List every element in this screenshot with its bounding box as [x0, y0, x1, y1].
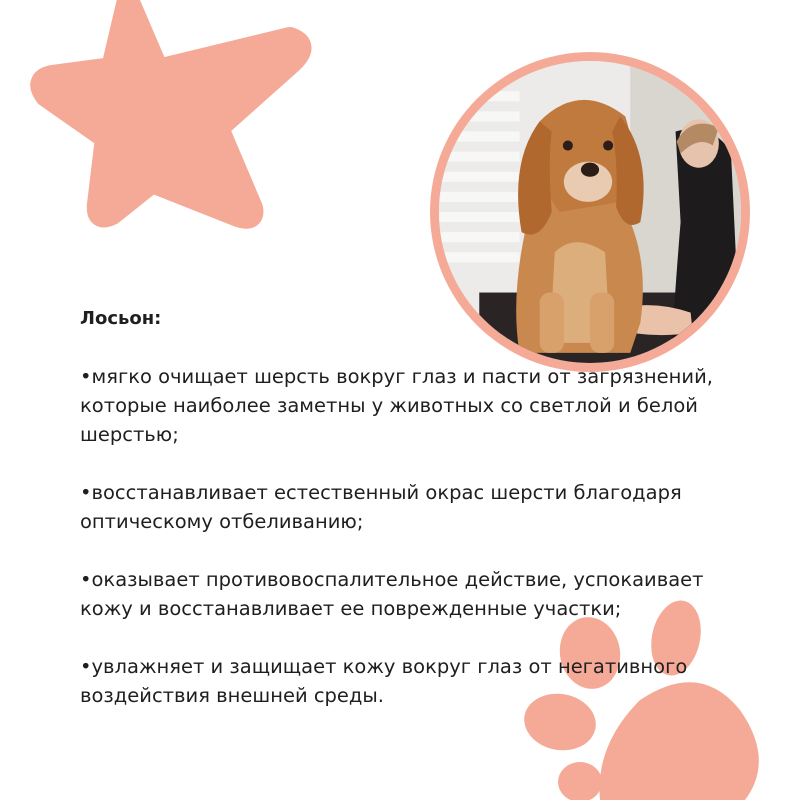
- content-block: [80, 304, 740, 739]
- bullet-item: •восстанавливает естественный окрас шерсти благодаря оптическому отбеливанию;: [80, 481, 682, 533]
- bullet-item: •оказывает противовоспалительное действие, успокаивает кожу и восстанавливает ее поврежденные участки;: [80, 568, 704, 620]
- bullet-item: •мягко очищает шерсть вокруг глаз и пасти от загрязнений, которые наиболее заметны у животных со светлой и белой шерстью;: [80, 365, 713, 446]
- section-heading: Лосьон:: [80, 308, 162, 329]
- bullet-item: •увлажняет и защищает кожу вокруг глаз от негативного воздействия внешней среды.: [80, 655, 688, 707]
